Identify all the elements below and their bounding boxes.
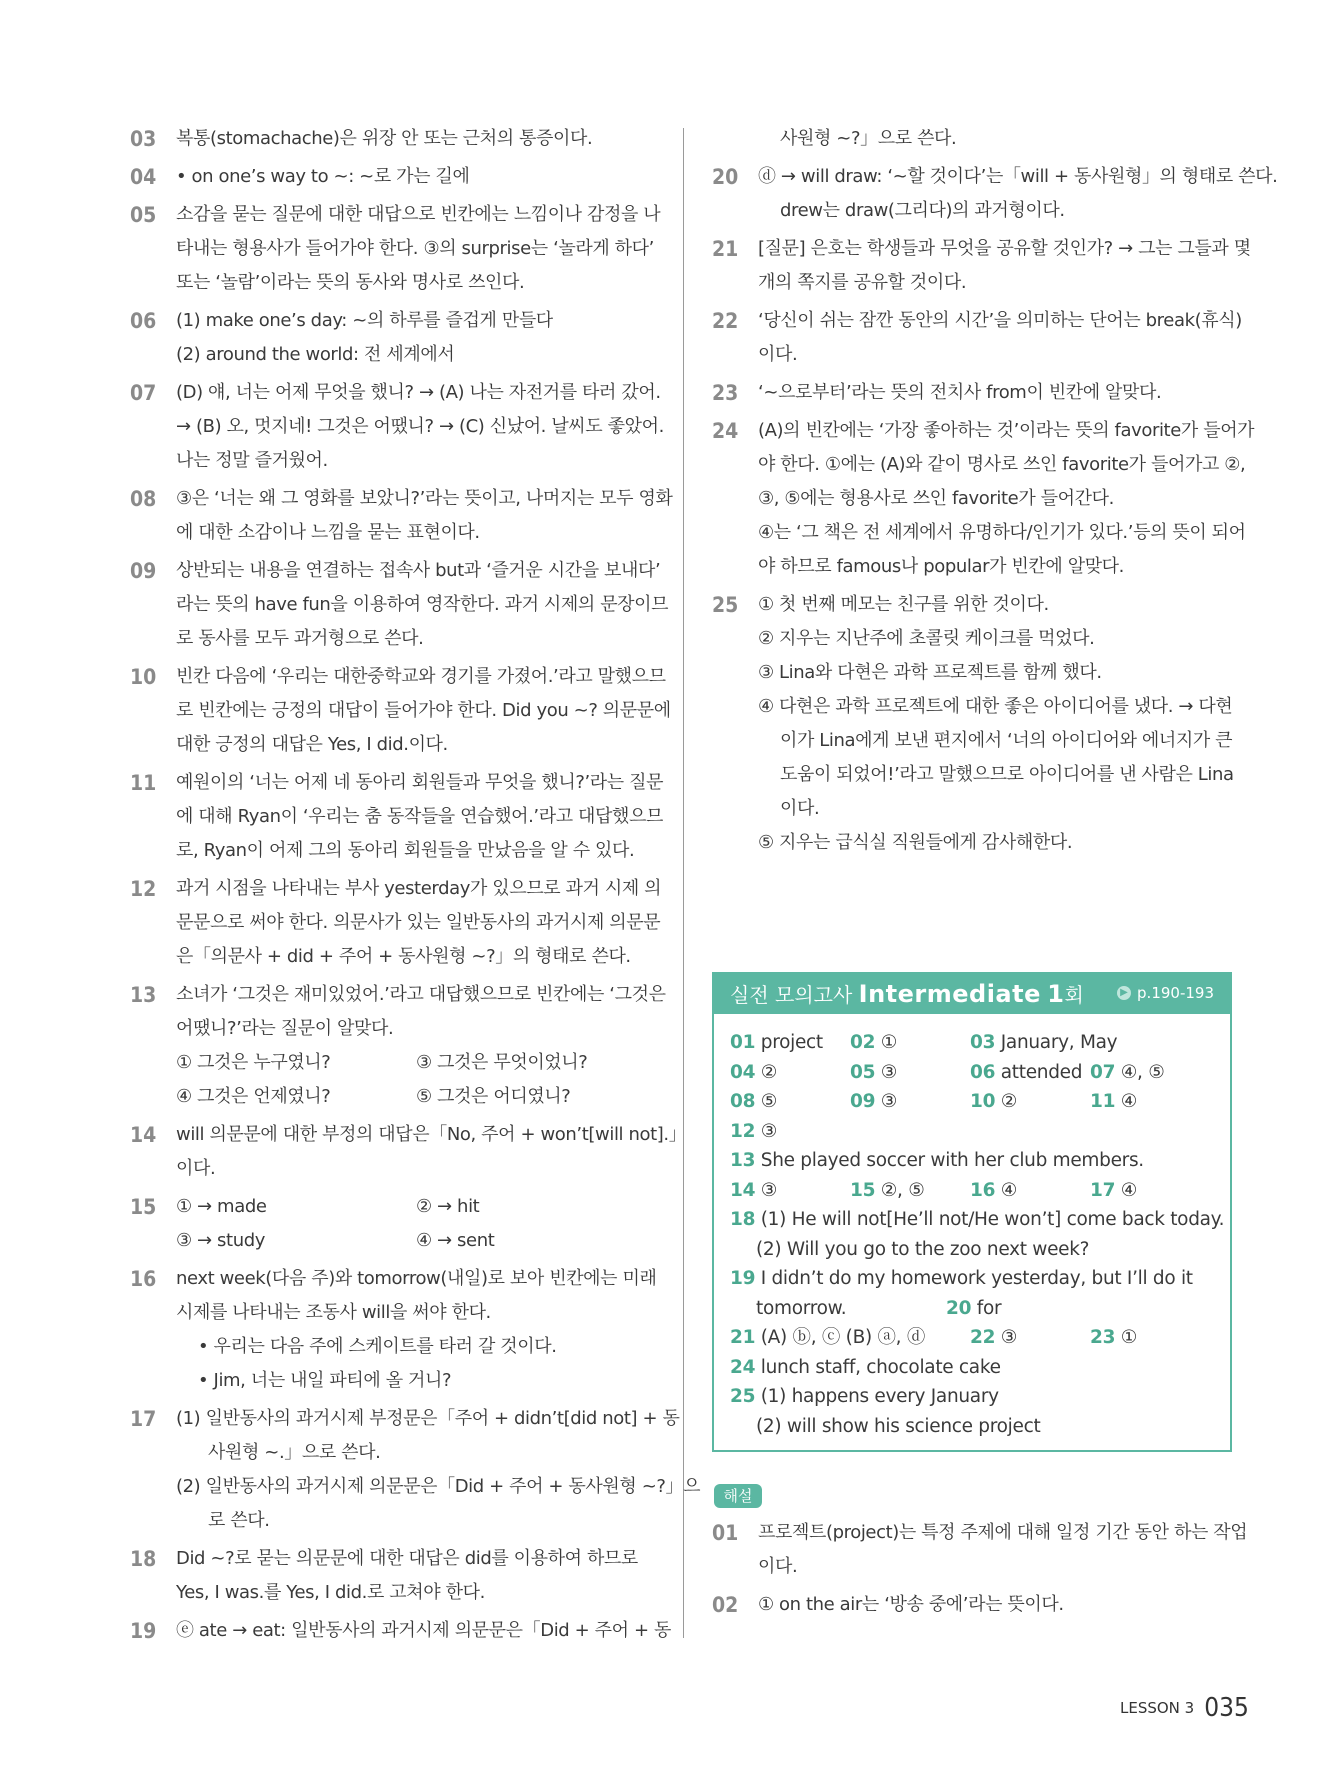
explanation-item	[712, 1588, 1237, 1622]
answer-cell	[730, 1235, 1089, 1265]
title-english: Intermediate	[858, 979, 1041, 1008]
item-number: 21	[712, 237, 739, 261]
item-text-line: 이가 Lina에게 보낸 편지에서 ‘너의 아이디어와 에너지가 큰	[780, 730, 1233, 751]
explanation-item	[130, 160, 655, 194]
item-text-line: 복통(stomachache)은 위장 안 또는 근처의 통증이다.	[176, 128, 593, 149]
item-text-line: 소녀가 ‘그것은 재미있었어.’라고 대답했으므로 빈칸에는 ‘그것은	[176, 984, 666, 1005]
answer-cell	[970, 1028, 1118, 1058]
choice-text: ③ → study	[176, 1230, 265, 1251]
answer-text: (2) Will you go to the zoo next week?	[756, 1238, 1090, 1260]
answer-box-header	[712, 972, 1232, 1014]
arrow-right-icon: ▶	[1117, 986, 1131, 1000]
answer-cell	[730, 1205, 1224, 1235]
explanation-item	[712, 1516, 1248, 1584]
answer-row	[730, 1294, 1230, 1324]
explanation-item	[130, 766, 664, 868]
answer-number: 14	[730, 1179, 756, 1201]
explanation-item	[712, 304, 1242, 372]
answer-number: 09	[850, 1091, 876, 1112]
answer-cell	[730, 1264, 1193, 1294]
item-number: 24	[712, 419, 739, 443]
item-text-line: next week(다음 주)와 tomorrow(내일)로 보아 빈칸에는 미래	[176, 1268, 657, 1289]
explanation-item	[130, 122, 655, 156]
answer-row	[730, 1412, 1230, 1442]
item-text-line: (D) 얘, 너는 어제 무엇을 했니? → (A) 나는 자전거를 타러 갔어.	[176, 382, 661, 403]
item-text-line: 상반되는 내용을 연결하는 접속사 but과 ‘즐거운 시간을 보내다’	[176, 560, 661, 581]
answer-text: ③	[760, 1179, 778, 1201]
explanation-item	[130, 660, 671, 762]
item-text-line: (A)의 빈칸에는 ‘가장 좋아하는 것’이라는 뜻의 favorite가 들어가	[758, 420, 1255, 441]
page-reference	[1117, 984, 1214, 1002]
answer-number: 17	[1090, 1179, 1116, 1201]
explanation-item	[712, 122, 1237, 156]
item-body	[176, 198, 660, 300]
item-body	[176, 1614, 671, 1648]
answer-number: 10	[970, 1091, 996, 1112]
answer-number: 21	[730, 1327, 756, 1348]
item-text-line: 사원형 ~?」으로 쓴다.	[780, 128, 957, 149]
item-number: 04	[130, 165, 157, 189]
answer-text: ②	[760, 1061, 778, 1083]
item-body	[176, 872, 661, 974]
answer-text: She played soccer with her club members.	[760, 1150, 1144, 1171]
item-number: 13	[130, 983, 157, 1007]
choice-text: ② → hit	[416, 1196, 480, 1217]
answer-number: 19	[730, 1268, 756, 1289]
answer-number: 08	[730, 1091, 756, 1112]
answer-text: for	[976, 1297, 1002, 1319]
item-text-line: 또는 ‘놀람’이라는 뜻의 동사와 명사로 쓰인다.	[176, 272, 525, 293]
item-text-line: [질문] 은호는 학생들과 무엇을 공유할 것인가? → 그는 그들과 몇	[758, 238, 1251, 259]
item-text-line: 타내는 형용사가 들어가야 한다. ③의 surprise는 ‘놀라게 하다’	[176, 238, 654, 259]
item-body	[758, 160, 1277, 228]
answer-text: (A) ⓑ, ⓒ (B) ⓐ, ⓓ	[760, 1327, 926, 1348]
item-number: 03	[130, 127, 157, 151]
item-number: 17	[130, 1407, 157, 1431]
item-body	[758, 1516, 1247, 1584]
explanation-item	[130, 376, 664, 478]
item-number: 07	[130, 381, 157, 405]
item-text-line: 사원형 ~.」으로 쓴다.	[208, 1442, 381, 1463]
answer-cell	[970, 1323, 1090, 1353]
explanation-item	[712, 232, 1251, 300]
item-text-line: Yes, I was.를 Yes, I did.로 고쳐야 한다.	[176, 1582, 485, 1603]
explanation-list	[712, 1516, 1248, 1626]
explanation-item	[130, 978, 666, 1114]
answer-row	[730, 1146, 1230, 1176]
item-text-line: ④는 ‘그 책은 전 세계에서 유명하다/인기가 있다.’등의 뜻이 되어	[758, 522, 1246, 543]
answer-cell	[970, 1176, 1090, 1206]
answer-row	[730, 1264, 1230, 1294]
item-number: 23	[712, 381, 739, 405]
answer-box-title	[730, 979, 1084, 1008]
answer-text: (1) He will not[He’ll not/He won’t] come back today.	[760, 1209, 1225, 1230]
choice-row	[176, 1224, 656, 1258]
answer-number: 03	[970, 1032, 996, 1053]
answer-cell	[850, 1028, 970, 1058]
item-text-line: ④ 다현은 과학 프로젝트에 대한 좋은 아이디어를 냈다. → 다현	[758, 696, 1233, 717]
item-body	[176, 304, 655, 372]
answer-row	[730, 1058, 1230, 1088]
item-text-line: 이다.	[176, 1158, 216, 1179]
explanation-label: 해설	[714, 1484, 762, 1508]
answer-number: 13	[730, 1150, 756, 1171]
item-text-line: drew는 draw(그리다)의 과거형이다.	[780, 200, 1065, 221]
item-text-line: 로 쓴다.	[208, 1510, 270, 1531]
item-body	[176, 122, 655, 156]
item-text-line: Did ~?로 묻는 의문문에 대한 대답은 did를 이용하여 하므로	[176, 1548, 638, 1569]
item-text-line: ⓔ ate → eat: 일반동사의 과거시제 의문문은「Did + 주어 + 동	[176, 1620, 671, 1641]
item-text-line: 개의 쪽지를 공유할 것이다.	[758, 272, 967, 293]
item-text-line: 이다.	[758, 344, 798, 365]
answer-cell	[946, 1294, 1066, 1324]
answer-text: ③	[880, 1091, 898, 1112]
item-text-line: 야 한다. ①에는 (A)와 같이 명사로 쓰인 favorite가 들어가고 ②,	[758, 454, 1246, 475]
answer-cell	[1090, 1323, 1210, 1353]
choice-text: ⑤ 그것은 어디였니?	[416, 1086, 571, 1107]
answer-number: 07	[1090, 1061, 1116, 1083]
answer-text: ②, ⑤	[880, 1179, 925, 1201]
answer-cell	[730, 1028, 850, 1058]
item-number: 05	[130, 203, 157, 227]
answer-row	[730, 1028, 1230, 1058]
item-text-line: • Jim, 너는 내일 파티에 올 거니?	[198, 1370, 452, 1391]
item-text-line: ① 첫 번째 메모는 친구를 위한 것이다.	[758, 594, 1049, 615]
answer-number: 22	[970, 1327, 996, 1348]
answer-row	[730, 1087, 1230, 1117]
item-number: 25	[712, 593, 739, 617]
answer-text: ③	[1000, 1327, 1018, 1348]
answer-cell	[1090, 1087, 1210, 1117]
item-number: 15	[130, 1195, 157, 1219]
explanation-item	[712, 160, 1278, 228]
item-body	[176, 1402, 700, 1538]
answer-text: project	[760, 1032, 823, 1053]
item-body	[176, 1262, 656, 1398]
item-body	[176, 1190, 656, 1258]
item-body	[176, 482, 672, 550]
choice-text: ④ → sent	[416, 1230, 495, 1251]
answer-text: ④	[1120, 1179, 1138, 1201]
answer-cell	[730, 1353, 1001, 1383]
item-text-line: 이다.	[780, 798, 820, 819]
explanation-item	[130, 1118, 687, 1186]
answer-row	[730, 1176, 1230, 1206]
item-number: 02	[712, 1593, 739, 1617]
answer-text: ④	[1000, 1179, 1018, 1201]
item-text-line: 빈칸 다음에 ‘우리는 대한중학교와 경기를 가졌어.’라고 말했으므	[176, 666, 666, 687]
item-text-line: 라는 뜻의 have fun을 이용하여 영작한다. 과거 시제의 문장이므	[176, 594, 669, 615]
choice-text: ① 그것은 누구였니?	[176, 1052, 331, 1073]
answer-cell	[730, 1382, 999, 1412]
choice-text: ③ 그것은 무엇이었니?	[416, 1052, 588, 1073]
page-footer	[1120, 1693, 1249, 1723]
answer-cell	[850, 1087, 970, 1117]
item-body	[758, 588, 1237, 860]
answer-cell	[1090, 1058, 1210, 1088]
answer-text: ②	[1000, 1091, 1018, 1112]
item-number: 14	[130, 1123, 157, 1147]
item-text-line: ⑤ 지우는 급식실 직원들에게 감사해한다.	[758, 832, 1073, 853]
item-body	[176, 554, 668, 656]
explanation-item	[712, 376, 1237, 410]
answer-number: 15	[850, 1179, 876, 1201]
item-text-line: 은「의문사 + did + 주어 + 동사원형 ~?」의 형태로 쓴다.	[176, 946, 631, 967]
item-text-line: 이다.	[758, 1556, 798, 1577]
answer-cell	[850, 1176, 970, 1206]
item-text-line: 야 하므로 famous나 popular가 빈칸에 알맞다.	[758, 556, 1124, 577]
answer-text: ⑤	[760, 1091, 778, 1112]
item-number: 18	[130, 1547, 157, 1571]
explanation-item	[130, 1542, 655, 1610]
item-body	[176, 978, 666, 1114]
answer-cell	[970, 1087, 1090, 1117]
item-text-line: 나는 정말 즐거웠어.	[176, 450, 328, 471]
answer-cell	[730, 1412, 1040, 1442]
answer-text: lunch staff, chocolate cake	[760, 1356, 1001, 1378]
choice-text: ① → made	[176, 1196, 267, 1217]
right-column	[712, 122, 1278, 864]
answer-text: I didn’t do my homework yesterday, but I’ll do it	[760, 1268, 1193, 1289]
answer-number: 11	[1090, 1091, 1116, 1112]
item-text-line: 에 대한 소감이나 느낌을 묻는 표현이다.	[176, 522, 480, 543]
item-body	[758, 376, 1237, 410]
page-number: 035	[1204, 1693, 1249, 1723]
explanation-item	[130, 554, 669, 656]
answer-row	[730, 1235, 1230, 1265]
item-body	[758, 232, 1251, 300]
answer-list	[730, 1028, 1230, 1441]
answer-text: ④	[1120, 1091, 1138, 1112]
answer-row	[730, 1117, 1230, 1147]
explanation-item	[130, 1614, 671, 1648]
answer-number: 12	[730, 1120, 756, 1142]
answer-number: 06	[970, 1061, 996, 1083]
answer-text: ③	[760, 1120, 778, 1142]
item-text-line: ① on the air는 ‘방송 중에’라는 뜻이다.	[758, 1594, 1064, 1615]
answer-text: (2) will show his science project	[756, 1415, 1041, 1437]
answer-number: 01	[730, 1032, 756, 1053]
item-body	[176, 160, 655, 194]
item-number: 11	[130, 771, 157, 795]
title-korean: 실전 모의고사	[730, 982, 853, 1007]
explanation-item	[130, 1262, 655, 1398]
answer-number: 25	[730, 1386, 756, 1407]
answer-row	[730, 1205, 1230, 1235]
title-suffix: 회	[1064, 982, 1084, 1007]
item-text-line: 시제를 나타내는 조동사 will을 써야 한다.	[176, 1302, 491, 1323]
explanation-item	[130, 1190, 655, 1258]
item-number: 06	[130, 309, 157, 333]
item-number: 01	[712, 1521, 739, 1545]
item-body	[758, 1588, 1237, 1622]
answer-text: tomorrow.	[756, 1297, 847, 1319]
choice-text: ④ 그것은 언제였니?	[176, 1086, 331, 1107]
item-text-line: 대한 긍정의 대답은 Yes, I did.이다.	[176, 734, 448, 755]
answer-number: 20	[946, 1297, 972, 1319]
item-number: 08	[130, 487, 157, 511]
item-number: 10	[130, 665, 157, 689]
explanation-item	[130, 198, 661, 300]
item-text-line: ③, ⑤에는 형용사로 쓰인 favorite가 들어간다.	[758, 488, 1114, 509]
item-text-line: 로, Ryan이 어제 그의 동아리 회원들을 만났음을 알 수 있다.	[176, 840, 635, 861]
explanation-item	[130, 482, 673, 550]
answer-row	[730, 1323, 1230, 1353]
item-number: 20	[712, 165, 739, 189]
item-body	[176, 376, 664, 478]
answer-row	[730, 1382, 1230, 1412]
item-number: 22	[712, 309, 739, 333]
choice-row	[176, 1080, 666, 1114]
answer-cell	[730, 1176, 850, 1206]
item-text-line: 에 대해 Ryan이 ‘우리는 춤 동작들을 연습했어.’라고 대답했으므	[176, 806, 663, 827]
answer-cell	[730, 1323, 970, 1353]
item-text-line: ③ Lina와 다현은 과학 프로젝트를 함께 했다.	[758, 662, 1102, 683]
answer-number: 04	[730, 1061, 756, 1083]
explanation-item	[712, 414, 1255, 584]
item-text-line: 어땠니?’라는 질문이 알맞다.	[176, 1018, 394, 1039]
item-text-line: 로 빈칸에는 긍정의 대답이 들어가야 한다. Did you ~? 의문문에	[176, 700, 671, 721]
item-text-line: will 의문문에 대한 부정의 대답은「No, 주어 + won’t[will not].」	[176, 1124, 687, 1145]
answer-text: (1) happens every January	[760, 1386, 999, 1407]
item-number: 09	[130, 559, 157, 583]
item-number: 19	[130, 1619, 157, 1643]
item-text-line: (2) 일반동사의 과거시제 의문문은「Did + 주어 + 동사원형 ~?」으	[176, 1476, 701, 1497]
item-text-line: 과거 시점을 나타내는 부사 yesterday가 있으므로 과거 시제 의	[176, 878, 662, 899]
answer-cell	[1090, 1176, 1210, 1206]
answer-text: January, May	[1000, 1032, 1118, 1053]
answer-cell	[730, 1087, 850, 1117]
item-text-line: ⓓ → will draw: ‘~할 것이다’는「will + 동사원형」의 형태로 쓴다.	[758, 166, 1278, 187]
answer-number: 16	[970, 1179, 996, 1201]
item-text-line: 로 동사를 모두 과거형으로 쓴다.	[176, 628, 424, 649]
item-text-line: (1) 일반동사의 과거시제 부정문은「주어 + didn’t[did not] + 동	[176, 1408, 680, 1429]
answer-text: ①	[880, 1032, 898, 1053]
answer-text: ④, ⑤	[1120, 1061, 1165, 1083]
explanation-item	[712, 588, 1237, 860]
explanation-item	[130, 872, 662, 974]
item-text-line: ② 지우는 지난주에 초콜릿 케이크를 먹었다.	[758, 628, 1095, 649]
answer-number: 24	[730, 1356, 756, 1378]
answer-cell	[970, 1058, 1090, 1088]
item-text-line: (2) around the world: 전 세계에서	[176, 344, 455, 365]
item-body	[176, 660, 671, 762]
item-body	[176, 1542, 655, 1610]
item-text-line: → (B) 오, 멋지네! 그것은 어땠니? → (C) 신났어. 날씨도 좋았어.	[176, 416, 664, 437]
answer-number: 23	[1090, 1327, 1116, 1348]
answer-row	[730, 1353, 1230, 1383]
answer-cell	[850, 1058, 970, 1088]
page-reference-text: p.190-193	[1137, 984, 1214, 1002]
choice-row	[176, 1046, 666, 1080]
item-text-line: • 우리는 다음 주에 스케이트를 타러 갈 것이다.	[198, 1336, 557, 1357]
answer-cell	[730, 1294, 946, 1324]
item-text-line: 도움이 되었어!’라고 말했으므로 아이디어를 낸 사람은 Lina	[780, 764, 1234, 785]
item-text-line: 문문으로 써야 한다. 의문사가 있는 일반동사의 과거시제 의문문	[176, 912, 661, 933]
item-text-line: 프로젝트(project)는 특정 주제에 대해 일정 기간 동안 하는 작업	[758, 1522, 1248, 1543]
answer-text: ①	[1120, 1327, 1138, 1348]
answer-cell	[730, 1117, 777, 1147]
item-text-line: 소감을 묻는 질문에 대한 대답으로 빈칸에는 느낌이나 감정을 나	[176, 204, 661, 225]
item-body	[758, 304, 1242, 372]
item-number: 12	[130, 877, 157, 901]
lesson-label: LESSON 3	[1120, 1699, 1195, 1717]
item-body	[758, 122, 1237, 156]
item-text-line: (1) make one’s day: ~의 하루를 즐겁게 만들다	[176, 310, 553, 331]
answer-cell	[730, 1146, 1144, 1176]
choice-row	[176, 1190, 656, 1224]
answer-number: 05	[850, 1061, 876, 1083]
item-text-line: ③은 ‘너는 왜 그 영화를 보았니?’라는 뜻이고, 나머지는 모두 영화	[176, 488, 673, 509]
item-number	[712, 122, 758, 156]
item-number: 16	[130, 1267, 157, 1291]
left-column	[130, 122, 701, 1652]
answer-text: ③	[880, 1061, 898, 1083]
item-text-line: ‘~으로부터’라는 뜻의 전치사 from이 빈칸에 알맞다.	[758, 382, 1162, 403]
answer-number: 18	[730, 1209, 756, 1230]
item-body	[758, 414, 1254, 584]
answer-cell	[730, 1058, 850, 1088]
title-number: 1	[1047, 979, 1065, 1008]
item-text-line: 예원이의 ‘너는 어제 네 동아리 회원들과 무엇을 했니?’라는 질문	[176, 772, 664, 793]
answer-text: attended	[1000, 1061, 1083, 1083]
answer-number: 02	[850, 1032, 876, 1053]
item-body	[176, 766, 663, 868]
item-text-line: • on one’s way to ~: ~로 가는 길에	[176, 166, 470, 187]
explanation-item	[130, 1402, 701, 1538]
item-text-line: ‘당신이 쉬는 잠깐 동안의 시간’을 의미하는 단어는 break(휴식)	[758, 310, 1242, 331]
item-body	[176, 1118, 686, 1186]
explanation-item	[130, 304, 655, 372]
